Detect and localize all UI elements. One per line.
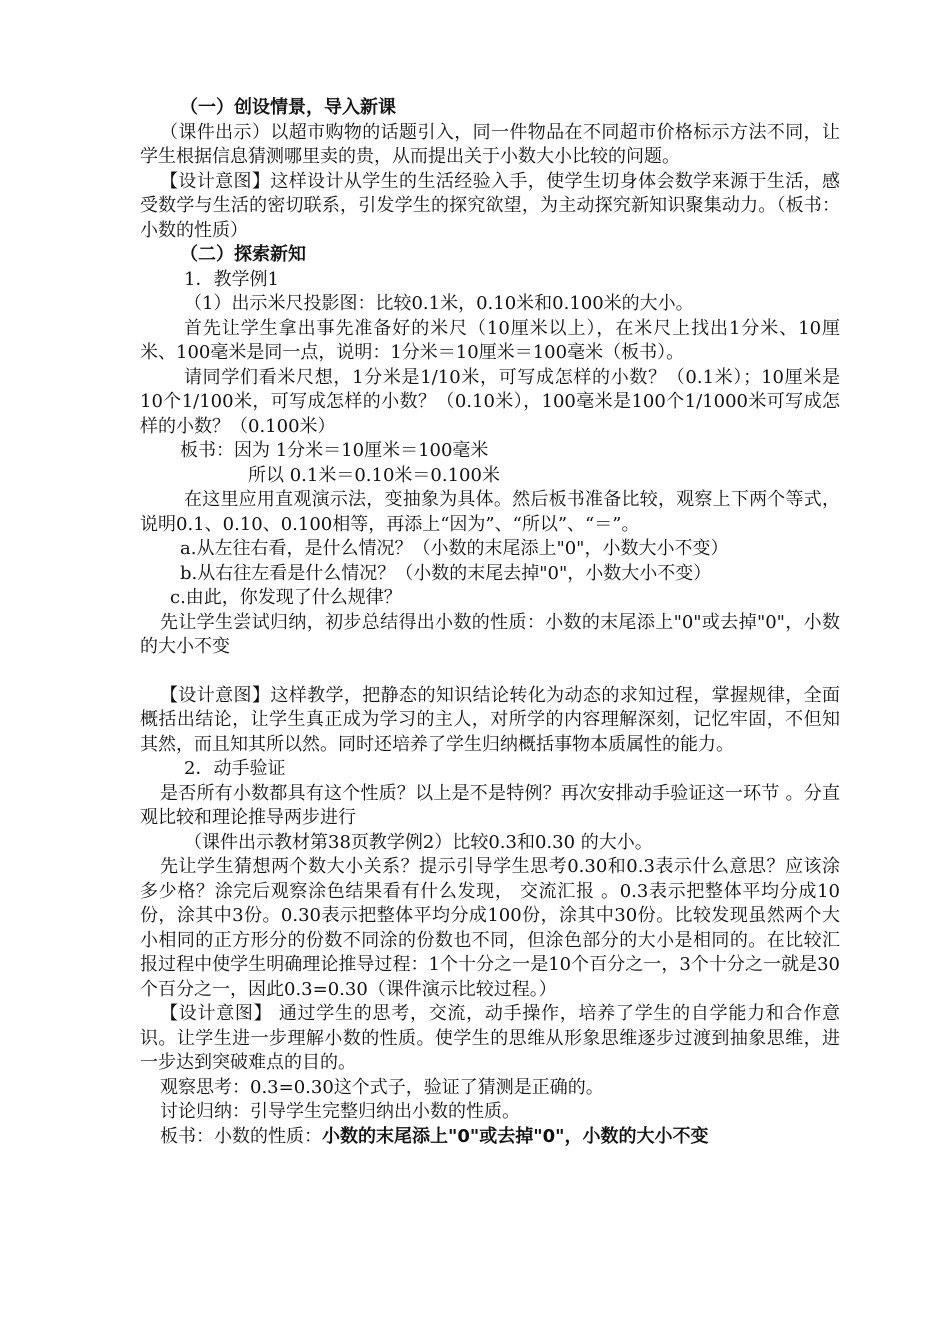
- paragraph: 先让学生猜想两个数大小关系？提示引导学生思考0.30和0.3表示什么意思？应该涂多少格？涂完后观察涂色结果看有什么发现， 交流汇报 。0.3表示把整体平均分成10份，涂其中3份。0.30表示把整体平均分成100份，涂其中30份。比较发现虽然两个大小相同的正方形分的份数不同涂的份数也不同，但涂色部分的大小是相同的。在比较汇报过程中使学生明确理论推导过程：1个十分之一是10个百分之一，3个十分之一就是30个百分之一，因此0.3=0.30（课件演示比较过程。）: [140, 856, 840, 1000]
- paragraph: 在这里应用直观演示法，变抽象为具体。然后板书准备比较，观察上下两个等式，说明0.1、0.10、0.100相等，再添上“因为”、“所以”、“＝”。: [140, 489, 840, 535]
- board-line: 板书：因为 1分米＝10厘米＝100毫米: [180, 440, 489, 461]
- paragraph: （课件出示教材第38页教学例2）比较0.3和0.30 的大小。: [184, 831, 653, 853]
- board-line: 所以 0.1米＝0.10米＝0.100米: [248, 464, 500, 486]
- design-intent-paragraph: 【设计意图】这样设计从学生的生活经验入手，使学生切身体会数学来源于生活，感受数学与生活的密切联系，引发学生的探究欲望，为主动探究新知识聚集动力。（板书：小数的性质）: [140, 170, 840, 241]
- design-intent-paragraph: 【设计意图】 通过学生的思考，交流，动手操作，培养了学生的自学能力和合作意识。让学生进一步理解小数的性质。使学生的思维从形象思维逐步过渡到抽象思维，进一步达到突破难点的目的。: [140, 1003, 840, 1073]
- board-summary-prefix: 板书：小数的性质：: [160, 1125, 322, 1147]
- item-heading: 1．教学例1: [184, 268, 279, 290]
- paragraph: 观察思考：0.3=0.30这个式子，验证了猜测是正确的。: [160, 1076, 604, 1098]
- question-a: a.从左往右看，是什么情况？（小数的末尾添上"0"，小数大小不变）: [180, 538, 729, 559]
- spacer: [140, 660, 840, 684]
- section-2-title: （二）探索新知: [180, 244, 306, 265]
- board-summary-bold: 小数的末尾添上"0"或去掉"0"，小数的大小不变: [322, 1125, 709, 1147]
- paragraph: （1）出示米尺投影图：比较0.1米，0.10米和0.100米的大小。: [184, 293, 694, 314]
- paragraph: 请同学们看米尺想，1分米是1/10米，可写成怎样的小数？（0.1米）；10厘米是10个1/100米，可写成怎样的小数？（0.10米），100毫米是100个1/1000米可写成怎样的小数？（0.100米）: [140, 366, 840, 437]
- paragraph: 首先让学生拿出事先准备好的米尺（10厘米以上），在米尺上找出1分米、10厘米、100毫米是同一点，说明：1分米＝10厘米＝100毫米（板书）。: [140, 317, 840, 363]
- document-body: [140, 96, 840, 1149]
- paragraph: 是否所有小数都具有这个性质？以上是不是特例？再次安排动手验证这一环节 。分直观比较和理论推导两步进行: [140, 782, 840, 828]
- board-summary: [140, 1125, 840, 1150]
- paragraph: （课件出示）以超市购物的话题引入，同一件物品在不同超市价格标示方法不同，让学生根据信息猜测哪里卖的贵，从而提出关于小数大小比较的问题。: [140, 121, 840, 167]
- paragraph: 讨论归纳：引导学生完整归纳出小数的性质。: [160, 1101, 520, 1122]
- section-1-title: （一）创设情景，导入新课: [180, 97, 396, 118]
- item-heading: 2．动手验证: [184, 758, 286, 779]
- question-c: c.由此，你发现了什么规律？: [170, 587, 402, 608]
- paragraph: 先让学生尝试归纳，初步总结得出小数的性质：小数的末尾添上"0"或去掉"0"，小数的大小不变: [140, 611, 840, 657]
- design-intent-paragraph: 【设计意图】这样教学，把静态的知识结论转化为动态的求知过程，掌握规律，全面概括出结论，让学生真正成为学习的主人，对所学的内容理解深刻，记忆牢固，不但知其然，而且知其所以然。同时还培养了学生归纳概括事物本质属性的能力。: [140, 684, 840, 755]
- question-b: b.从右往左看是什么情况？（小数的末尾去掉"0"，小数大小不变）: [180, 562, 712, 584]
